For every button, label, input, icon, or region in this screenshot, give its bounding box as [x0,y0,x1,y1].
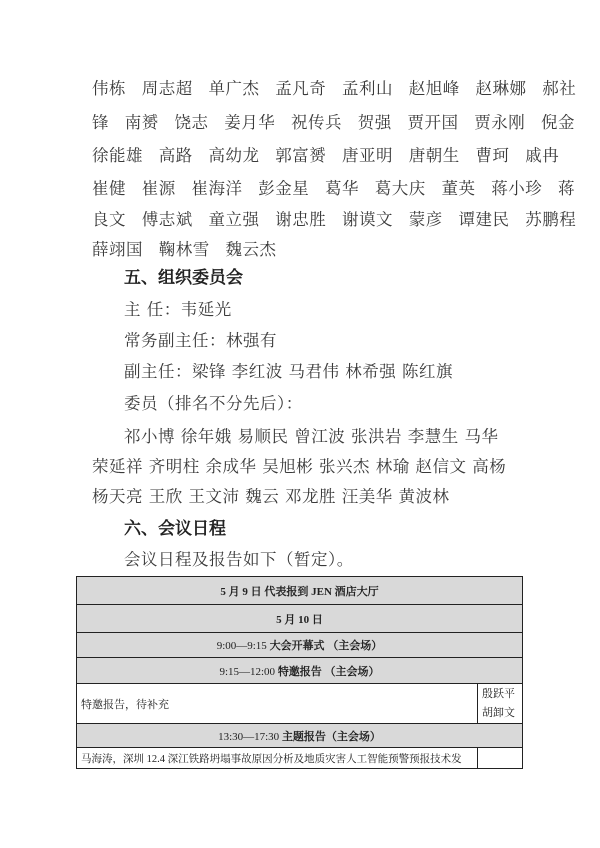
name: 单广杰 [208,79,260,98]
name-list-line-3 [92,146,560,166]
name-list-line-1 [92,79,577,99]
session-cell [77,633,523,658]
chair-line: 主 任：韦延光 [124,300,232,319]
day-header-cell: 5 月 10 日 [77,605,523,633]
speaker-cell [478,684,523,724]
name: 祝传兵 [291,113,342,132]
name-list-line-5 [92,210,577,230]
speaker-name: 殷跃平 [482,687,515,700]
name: 唐亚明 [342,146,393,165]
members-label: 委员（排名不分先后）： [124,394,303,413]
schedule-intro: 会议日程及报告如下（暂定）。 [124,550,354,569]
name: 贺强 [357,113,392,132]
members-line-2: 荣延祥 齐明柱 余成华 吴旭彬 张兴杰 林瑜 赵信文 高杨 [92,457,507,476]
name: 崔海洋 [191,179,243,198]
name: 孟利山 [342,79,393,98]
name: 曹珂 [475,146,510,165]
session-time: 9:15—12:00 [219,665,276,678]
name: 蒙彦 [408,210,443,229]
session-cell [77,658,523,684]
name: 薛翊国 [92,240,143,259]
name: 崔健 [92,179,126,198]
members-line-3: 杨天亮 王欣 王文沛 魏云 邓龙胜 汪美华 黄波林 [92,487,450,506]
schedule-table [76,576,523,769]
table-row [77,684,523,724]
name: 董英 [441,179,476,198]
name-list-line-4 [92,179,575,199]
name: 郭富赟 [275,146,327,165]
speaker-name: 胡卸文 [482,706,515,719]
name: 周志超 [141,79,193,98]
session-title: 大会开幕式 （主会场） [269,640,383,652]
section-heading-organizing-committee: 五、组织委员会 [124,268,243,288]
session-title: 主题报告（主会场） [281,730,381,743]
name: 贾开国 [407,113,459,132]
name: 葛华 [325,179,359,198]
session-title: 特邀报告 （主会场） [277,665,380,678]
name: 孟凡奇 [275,79,327,98]
name: 谭建民 [458,210,510,229]
members-line-1: 祁小博 徐年娥 易顺民 曾江波 张洪岩 李慧生 马华 [124,427,499,446]
name: 傅志斌 [141,210,193,229]
exec-vice-chair-line: 常务副主任：林强有 [124,331,277,350]
name-list-line-2 [92,113,575,133]
name: 蒋 [558,179,575,198]
session-time: 9:00—9:15 [216,640,267,652]
table-row [77,605,523,633]
name: 赵琳娜 [475,79,527,98]
name: 蒋小珍 [491,179,543,198]
name: 倪金 [541,113,575,132]
name: 徐能雄 [92,146,143,165]
name-list-line-6 [92,240,512,260]
name: 唐朝生 [408,146,460,165]
name: 姜月华 [224,113,276,132]
name: 伟栋 [92,79,126,98]
name: 南赟 [124,113,159,132]
session-time: 13:30—17:30 [218,730,280,743]
name: 童立强 [208,210,260,229]
talk-cell: 马海涛，深圳 12.4 深江铁路坍塌事故原因分析及地质灾害人工智能预警预报技术发 [77,748,478,769]
day-registration-cell: 5 月 9 日 代表报到 JEN 酒店大厅 [77,577,523,605]
name: 贾永刚 [474,113,526,132]
name: 葛大庆 [374,179,426,198]
name: 彭金星 [258,179,310,198]
name: 鞠林雪 [158,240,210,259]
name: 苏鹏程 [525,210,577,229]
name: 良文 [92,210,126,229]
table-row [77,577,523,605]
name: 高路 [158,146,193,165]
section-heading-schedule: 六、会议日程 [124,519,226,539]
table-row [77,633,523,658]
name: 崔源 [141,179,176,198]
table-row [77,658,523,684]
name: 郝社 [542,79,577,98]
name: 戚冉 [525,146,560,165]
name: 锋 [92,113,109,132]
session-cell [77,724,523,748]
vice-chairs-line: 副主任：梁锋 李红波 马君伟 林希强 陈红旗 [124,362,453,381]
name: 谢忠胜 [275,210,327,229]
table-row [77,748,523,769]
name: 高幼龙 [208,146,260,165]
talk-cell: 特邀报告，待补充 [77,684,478,724]
name: 赵旭峰 [408,79,460,98]
name: 饶志 [174,113,209,132]
speaker-cell [478,748,523,769]
name: 魏云杰 [225,240,277,259]
name: 谢谟文 [342,210,393,229]
table-row [77,724,523,748]
